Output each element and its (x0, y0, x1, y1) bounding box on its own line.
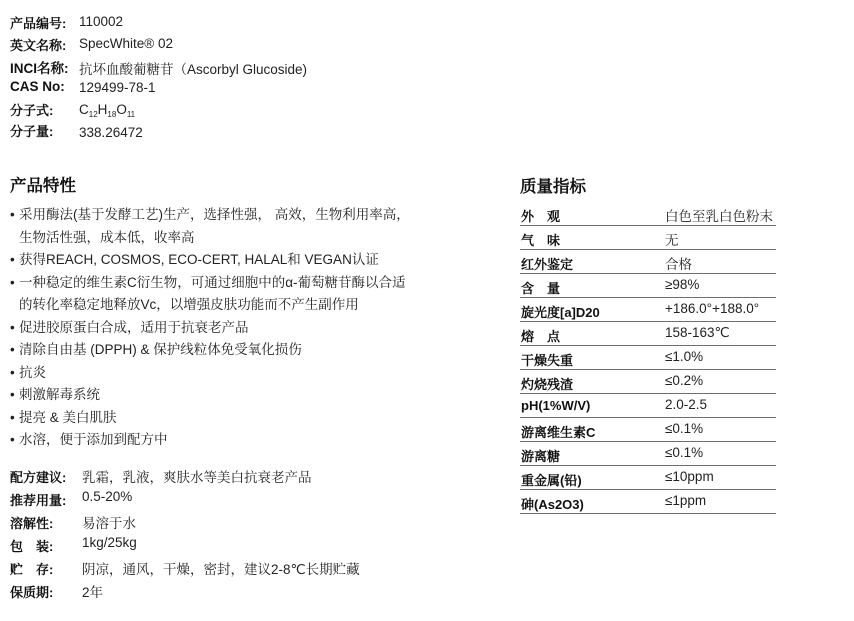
inci-name-value: 抗坏血酸葡糖苷（Ascorbyl Glucoside) (79, 62, 308, 77)
spec-value: 阴凉，通风，干燥，密封，建议2-8℃长期贮藏 (82, 562, 360, 577)
feature-item (10, 339, 430, 362)
feature-item (10, 429, 430, 452)
bullet-icon: • (10, 319, 15, 335)
quality-value: ≤0.2% (665, 373, 704, 388)
quality-row (520, 250, 776, 274)
quality-label: 重金属(铅) (521, 473, 582, 488)
bullet-icon: • (10, 364, 15, 380)
quality-value: ≤0.1% (665, 421, 704, 436)
quality-row (520, 466, 776, 490)
quality-value: 无 (665, 233, 679, 248)
quality-value: ≤1.0% (665, 349, 704, 364)
feature-item (10, 249, 430, 272)
bullet-icon: • (10, 252, 15, 267)
quality-label: 含 量 (521, 281, 561, 296)
feature-text: 促进胶原蛋白合成，适用于抗衰老产品 (19, 319, 249, 335)
quality-value: ≤0.1% (665, 445, 704, 460)
feature-text: 清除自由基 (DPPH) & 保护线粒体免受氧化损伤 (19, 342, 302, 357)
bullet-icon: • (10, 432, 15, 447)
english-name-value: SpecWhite® 02 (79, 36, 173, 51)
quality-label: 气 味 (521, 233, 561, 248)
quality-row (520, 442, 776, 466)
quality-label: 游离维生素C (521, 425, 596, 440)
feature-text: 一种稳定的维生素C衍生物，可通过细胞中的α-葡萄糖苷酶以合适 (19, 274, 406, 290)
feature-text: 获得REACH, COSMOS, ECO-CERT, HALAL和 VEGAN认证 (19, 252, 379, 267)
quality-label: 外 观 (521, 209, 561, 224)
spec-label: 包 装: (10, 539, 54, 554)
quality-row (520, 226, 776, 250)
inci-name-label: INCI名称: (10, 61, 69, 76)
quality-value: 合格 (665, 257, 692, 272)
feature-item (10, 407, 430, 430)
quality-label: 砷(As2O3) (521, 497, 584, 512)
spec-value: 0.5-20% (82, 489, 133, 504)
product-number-label: 产品编号: (10, 16, 67, 31)
quality-label: 游离糖 (521, 449, 561, 464)
feature-item (10, 272, 430, 317)
quality-label: pH(1%W/V) (521, 398, 591, 413)
feature-item (10, 204, 430, 249)
molecular-formula-label: 分子式: (10, 103, 54, 118)
product-number-value: 110002 (79, 14, 124, 29)
quality-row (520, 370, 776, 394)
quality-label: 干燥失重 (521, 353, 574, 368)
bullet-icon: • (10, 409, 15, 425)
quality-title: 质量指标 (520, 178, 586, 196)
spec-value: 2年 (82, 585, 104, 600)
quality-row (520, 202, 776, 226)
english-name-label: 英文名称: (10, 38, 67, 53)
bullet-icon: • (10, 342, 15, 357)
quality-row (520, 322, 776, 346)
spec-label: 保质期: (10, 585, 54, 600)
bullet-icon: • (10, 274, 15, 290)
feature-text: 提亮 & 美白肌肤 (19, 409, 117, 425)
feature-item (10, 317, 430, 340)
features-title: 产品特性 (10, 177, 76, 195)
spec-label: 溶解性: (10, 516, 54, 531)
quality-label: 旋光度[a]D20 (521, 305, 600, 320)
quality-value: 2.0-2.5 (665, 397, 708, 412)
molecular-formula-value: $C_{12}H_{18}O_{11}$ (79, 102, 136, 119)
quality-row (520, 274, 776, 298)
feature-text: 生物活性强，成本低，收率高 (19, 229, 195, 245)
feature-text: 刺激解毒系统 (19, 387, 100, 402)
feature-item (10, 384, 430, 407)
quality-label: 红外鉴定 (521, 257, 574, 272)
feature-text: 的转化率稳定地释放Vc，以增强皮肤功能而不产生副作用 (19, 297, 359, 312)
spec-label: 配方建议: (10, 470, 67, 485)
bullet-icon: • (10, 207, 15, 222)
spec-value: 乳霜，乳液，爽肤水等美白抗衰老产品 (82, 470, 312, 485)
spec-value: 易溶于水 (82, 516, 136, 531)
quality-table (520, 202, 776, 514)
spec-value: 1kg/25kg (82, 535, 137, 550)
quality-value: ≤1ppm (665, 493, 707, 508)
feature-text: 采用酶法(基于发酵工艺)生产，选择性强， 高效，生物利用率高， (19, 207, 410, 222)
feature-text: 抗炎 (19, 364, 46, 380)
cas-number-label: CAS No: (10, 79, 65, 94)
feature-text: 水溶，便于添加到配方中 (19, 432, 168, 447)
features-list (10, 204, 430, 452)
quality-value: 158-163℃ (665, 325, 730, 340)
molecular-weight-value: 338.26472 (79, 125, 143, 140)
quality-value: ≥98% (665, 277, 700, 292)
molecular-weight-label: 分子量: (10, 124, 54, 139)
quality-label: 熔 点 (521, 329, 561, 344)
quality-value: ≤10ppm (665, 469, 714, 484)
quality-row (520, 346, 776, 370)
spec-label: 贮 存: (10, 562, 54, 577)
quality-value: 白色至乳白色粉末 (665, 209, 773, 224)
quality-value: +186.0°+188.0° (665, 301, 760, 316)
quality-row (520, 298, 776, 322)
bullet-icon: • (10, 387, 15, 402)
feature-item (10, 362, 430, 385)
quality-row (520, 490, 776, 514)
cas-number-value: 129499-78-1 (79, 80, 156, 95)
quality-row (520, 418, 776, 442)
quality-row (520, 394, 776, 418)
spec-label: 推荐用量: (10, 493, 67, 508)
quality-label: 灼烧残渣 (521, 377, 574, 392)
